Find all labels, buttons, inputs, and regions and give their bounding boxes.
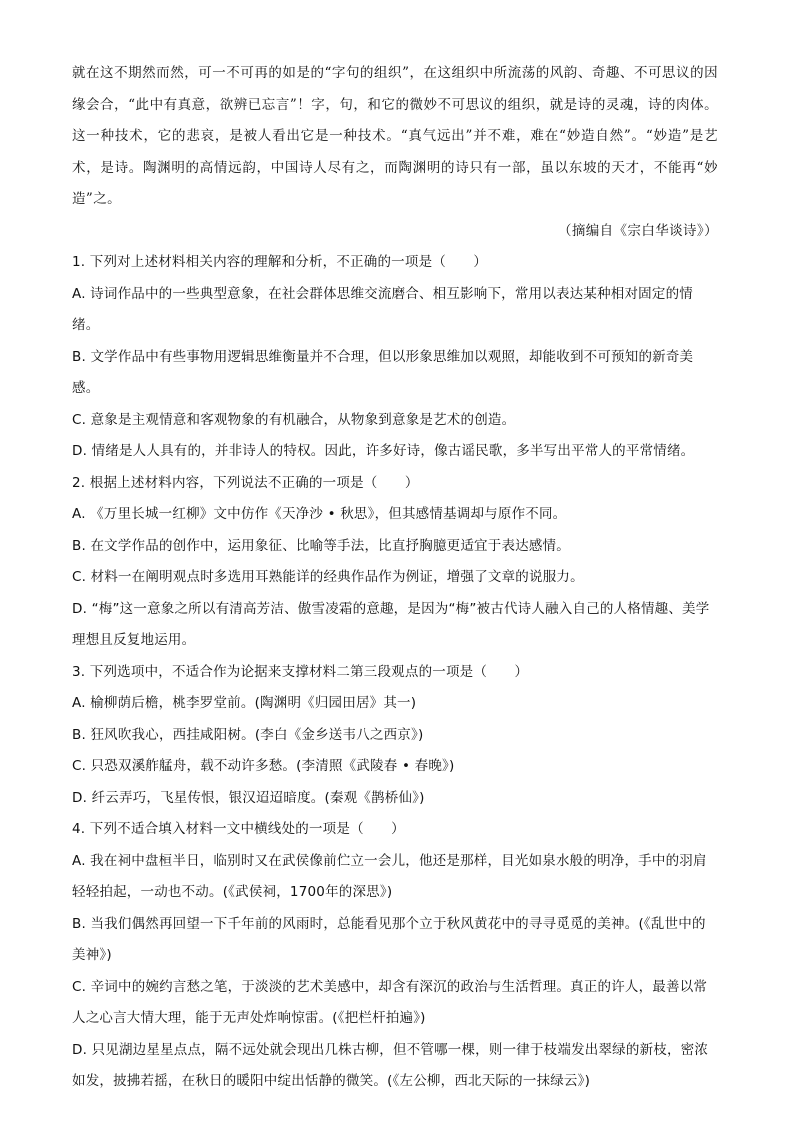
option-a: A. 我在祠中盘桓半日，临别时又在武侯像前伫立一会儿，他还是那样，目光如泉水般的明净，手中的羽肩轻轻拍起，一动也不动。(《武侯祠，1700年的深思》) — [72, 852, 707, 900]
option-c: C. 辛词中的婉约言愁之笔，于淡淡的艺术美感中，却含有深沉的政治与生活哲理。真正的许人，最善以常人之心言大情大理，能于无声处炸响惊雷。(《把栏杆拍遍》) — [72, 978, 708, 1026]
option-d: D. 情绪是人人具有的，并非诗人的特权。因此，许多好诗，像古谣民歌，多半写出平常人的平常情绪。 — [72, 443, 695, 459]
option-a: A. 榆柳荫后檐，桃李罗堂前。(陶渊明《归园田居》其一) — [72, 695, 417, 711]
option-d: D. 只见湖边星星点点，隔不远处就会现出几株古柳，但不管哪一棵，则一律于枝端发出翠绿的新枝，密浓如发，披拂若摇，在秋日的暖阳中绽出恬静的微笑。(《左公柳，西北天际的一抹绿云》) — [72, 1041, 709, 1089]
question-stem: 3. 下列选项中，不适合作为论据来支撑材料二第三段观点的一项是（ ） — [72, 663, 529, 680]
option-b: B. 当我们偶然再回望一下千年前的风雨时，总能看见那个立于秋风黄花中的寻寻觅觅的美神。(《乱世中的美神》) — [72, 915, 706, 963]
option-c: C. 只恐双溪舴艋舟，载不动许多愁。(李清照《武陵春 • 春晚》) — [72, 758, 455, 774]
option-b: B. 在文学作品的创作中，运用象征、比喻等手法，比直抒胸臆更适宜于表达感情。 — [72, 537, 570, 554]
question-stem: 2. 根据上述材料内容，下列说法不正确的一项是（ ） — [72, 474, 419, 491]
passage-source: （摘编自《宗白华谈诗》） — [557, 222, 718, 239]
option-b: B. 狂风吹我心，西挂咸阳树。(李白《金乡送韦八之西京》) — [72, 726, 424, 743]
question-2 — [72, 468, 718, 657]
option-b: B. 文学作品中有些事物用逻辑思维衡量并不合理，但以形象思维加以观照，却能收到不可预知的新奇美感。 — [72, 348, 694, 396]
question-stem: 1. 下列对上述材料相关内容的理解和分析，不正确的一项是（ ） — [72, 254, 488, 270]
question-3 — [72, 657, 718, 815]
option-a: A. 《万里长城一红柳》文中仿作《天净沙 • 秋思》，但其感情基调却与原作不同。 — [72, 506, 567, 522]
passage-paragraph: 就在这不期然而然，可一不可再的如是的“字句的组织”，在这组织中所流荡的风韵、奇趣、不可思议的因缘会合，“此中有真意，欲辨已忘言”！字，句，和它的微妙不可思议的组织，就是诗的灵魂，诗的肉体。这一种技术，它的悲哀，是被人看出它是一种技术。“真气远出”并不难，难在“妙造自然”。“妙造”是艺术，是诗。陶渊明的高情远韵，中国诗人尽有之，而陶渊明的诗只有一部，虽以东坡的天才，不能再“妙造”之。 — [72, 65, 718, 207]
question-1 — [72, 247, 718, 468]
option-c: C. 意象是主观情意和客观物象的有机融合，从物象到意象是艺术的创造。 — [72, 411, 516, 428]
option-d: D. 纤云弄巧，飞星传恨，银汉迢迢暗度。(秦观《鹊桥仙》) — [72, 789, 425, 806]
option-c: C. 材料一在阐明观点时多选用耳熟能详的经典作品作为例证，增强了文章的说服力。 — [72, 569, 584, 585]
option-a: A. 诗词作品中的一些典型意象，在社会群体思维交流磨合、相互影响下，常用以表达某种相对固定的情绪。 — [72, 285, 693, 333]
question-4 — [72, 814, 718, 1098]
question-stem: 4. 下列不适合填入材料一文中横线处的一项是（ ） — [72, 821, 405, 837]
option-d: D. “梅”这一意象之所以有清高芳洁、傲雪凌霜的意趣，是因为“梅”被古代诗人融入自己的人格情趣、美学理想且反复地运用。 — [72, 600, 710, 648]
